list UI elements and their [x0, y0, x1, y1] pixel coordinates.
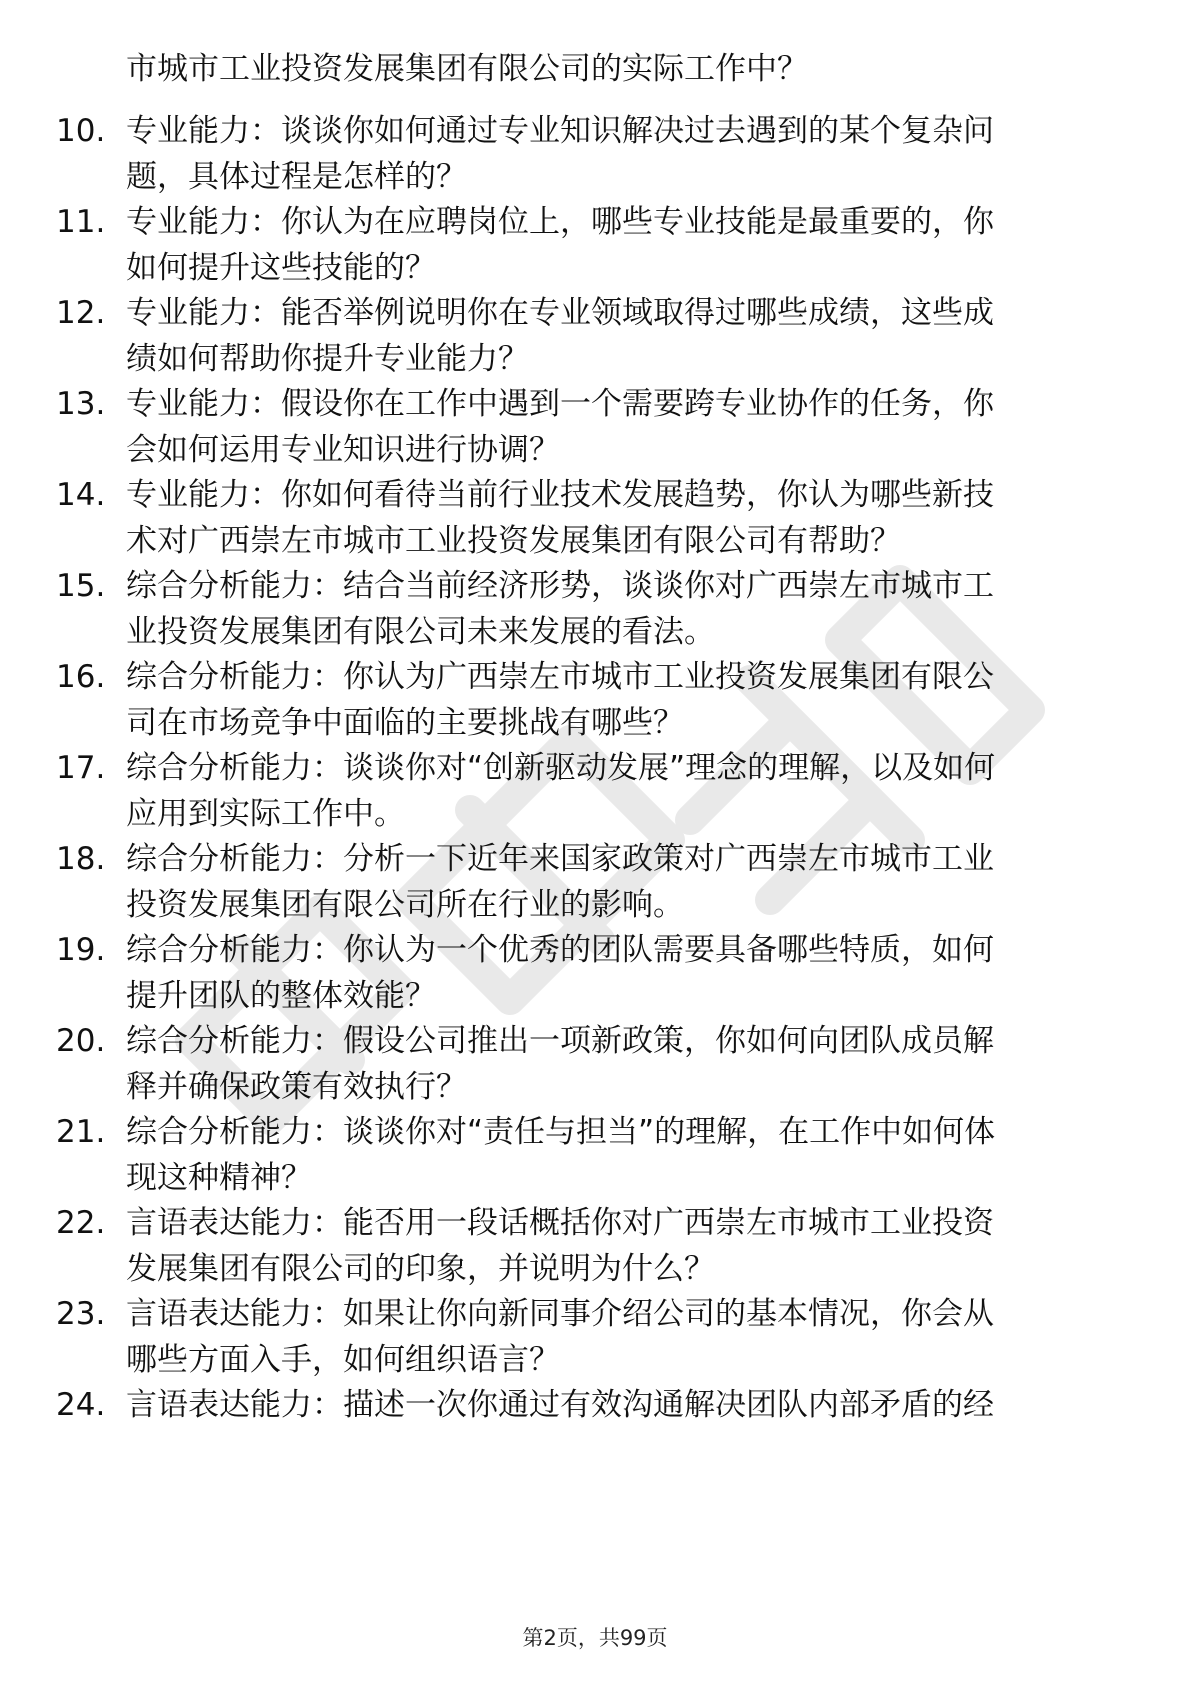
question-text-line: 专业能力：能否举例说明你在专业领域取得过哪些成绩，这些成 [126, 295, 994, 331]
question-text-line: 综合分析能力：谈谈你对“创新驱动发展”理念的理解，以及如何 [126, 750, 996, 786]
question-text [126, 472, 1108, 564]
question-text [126, 1382, 1108, 1428]
question-text-line: 如何提升这些技能的？ [126, 250, 436, 286]
question-text-line: 专业能力：假设你在工作中遇到一个需要跨专业协作的任务，你 [126, 386, 994, 422]
question-text-line: 应用到实际工作中。 [126, 796, 405, 832]
question-text-line: 释并确保政策有效执行？ [126, 1069, 467, 1105]
question-text-line: 综合分析能力：假设公司推出一项新政策，你如何向团队成员解 [126, 1023, 994, 1059]
question-text-line: 综合分析能力：结合当前经济形势，谈谈你对广西崇左市城市工 [126, 568, 994, 604]
question-text [126, 745, 1108, 837]
question-text-line: 综合分析能力：分析一下近年来国家政策对广西崇左市城市工业 [126, 841, 994, 877]
question-number: 22. [56, 1205, 106, 1241]
question-text-line: 言语表达能力：如果让你向新同事介绍公司的基本情况，你会从 [126, 1296, 994, 1332]
question-number: 17. [56, 750, 106, 786]
question-text-line: 综合分析能力：你认为广西崇左市城市工业投资发展集团有限公 [126, 659, 994, 695]
question-text-line: 专业能力：你如何看待当前行业技术发展趋势，你认为哪些新技 [126, 477, 994, 513]
question-text [126, 1018, 1108, 1110]
question-number: 14. [56, 477, 106, 513]
question-text [126, 927, 1108, 1019]
question-text [126, 1109, 1108, 1201]
question-number: 16. [56, 659, 106, 695]
question-number: 18. [56, 841, 106, 877]
question-number: 23. [56, 1296, 106, 1332]
question-text-line: 题，具体过程是怎样的？ [126, 159, 467, 195]
question-text-line: 言语表达能力：描述一次你通过有效沟通解决团队内部矛盾的经 [126, 1387, 994, 1423]
continuation-line: 市城市工业投资发展集团有限公司的实际工作中？ [126, 51, 808, 87]
question-text-line: 业投资发展集团有限公司未来发展的看法。 [126, 614, 715, 650]
question-text [126, 1291, 1108, 1383]
question-text-line: 会如何运用专业知识进行协调？ [126, 432, 560, 468]
question-number: 19. [56, 932, 106, 968]
question-text-line: 术对广西崇左市城市工业投资发展集团有限公司有帮助？ [126, 523, 901, 559]
question-text-line: 专业能力：你认为在应聘岗位上，哪些专业技能是最重要的，你 [126, 204, 994, 240]
question-text-line: 司在市场竞争中面临的主要挑战有哪些？ [126, 705, 684, 741]
question-number: 11. [56, 204, 106, 240]
question-text-line: 哪些方面入手，如何组织语言？ [126, 1342, 560, 1378]
question-text [126, 290, 1108, 382]
question-text [126, 1200, 1108, 1292]
question-number: 12. [56, 295, 106, 331]
question-text-line: 提升团队的整体效能？ [126, 978, 436, 1014]
question-text [126, 381, 1108, 473]
question-text [126, 199, 1108, 291]
question-number: 24. [56, 1387, 106, 1423]
question-number: 15. [56, 568, 106, 604]
question-text [126, 836, 1108, 928]
question-text [126, 654, 1108, 746]
question-text-line: 综合分析能力：你认为一个优秀的团队需要具备哪些特质，如何 [126, 932, 994, 968]
question-text-line: 投资发展集团有限公司所在行业的影响。 [126, 887, 684, 923]
question-text [126, 563, 1108, 655]
question-text-line: 专业能力：谈谈你如何通过专业知识解决过去遇到的某个复杂问 [126, 113, 994, 149]
question-number: 10. [56, 113, 106, 149]
question-text-line: 绩如何帮助你提升专业能力？ [126, 341, 529, 377]
question-text [126, 108, 1108, 200]
question-number: 13. [56, 386, 106, 422]
question-text-line: 言语表达能力：能否用一段话概括你对广西崇左市城市工业投资 [126, 1205, 994, 1241]
question-text-line: 发展集团有限公司的印象，并说明为什么？ [126, 1251, 715, 1287]
question-number: 20. [56, 1023, 106, 1059]
page-footer: 第2页，共99页 [522, 1626, 668, 1650]
question-text-line: 综合分析能力：谈谈你对“责任与担当”的理解，在工作中如何体 [126, 1114, 996, 1150]
question-number: 21. [56, 1114, 106, 1150]
question-text-line: 现这种精神？ [126, 1160, 312, 1196]
